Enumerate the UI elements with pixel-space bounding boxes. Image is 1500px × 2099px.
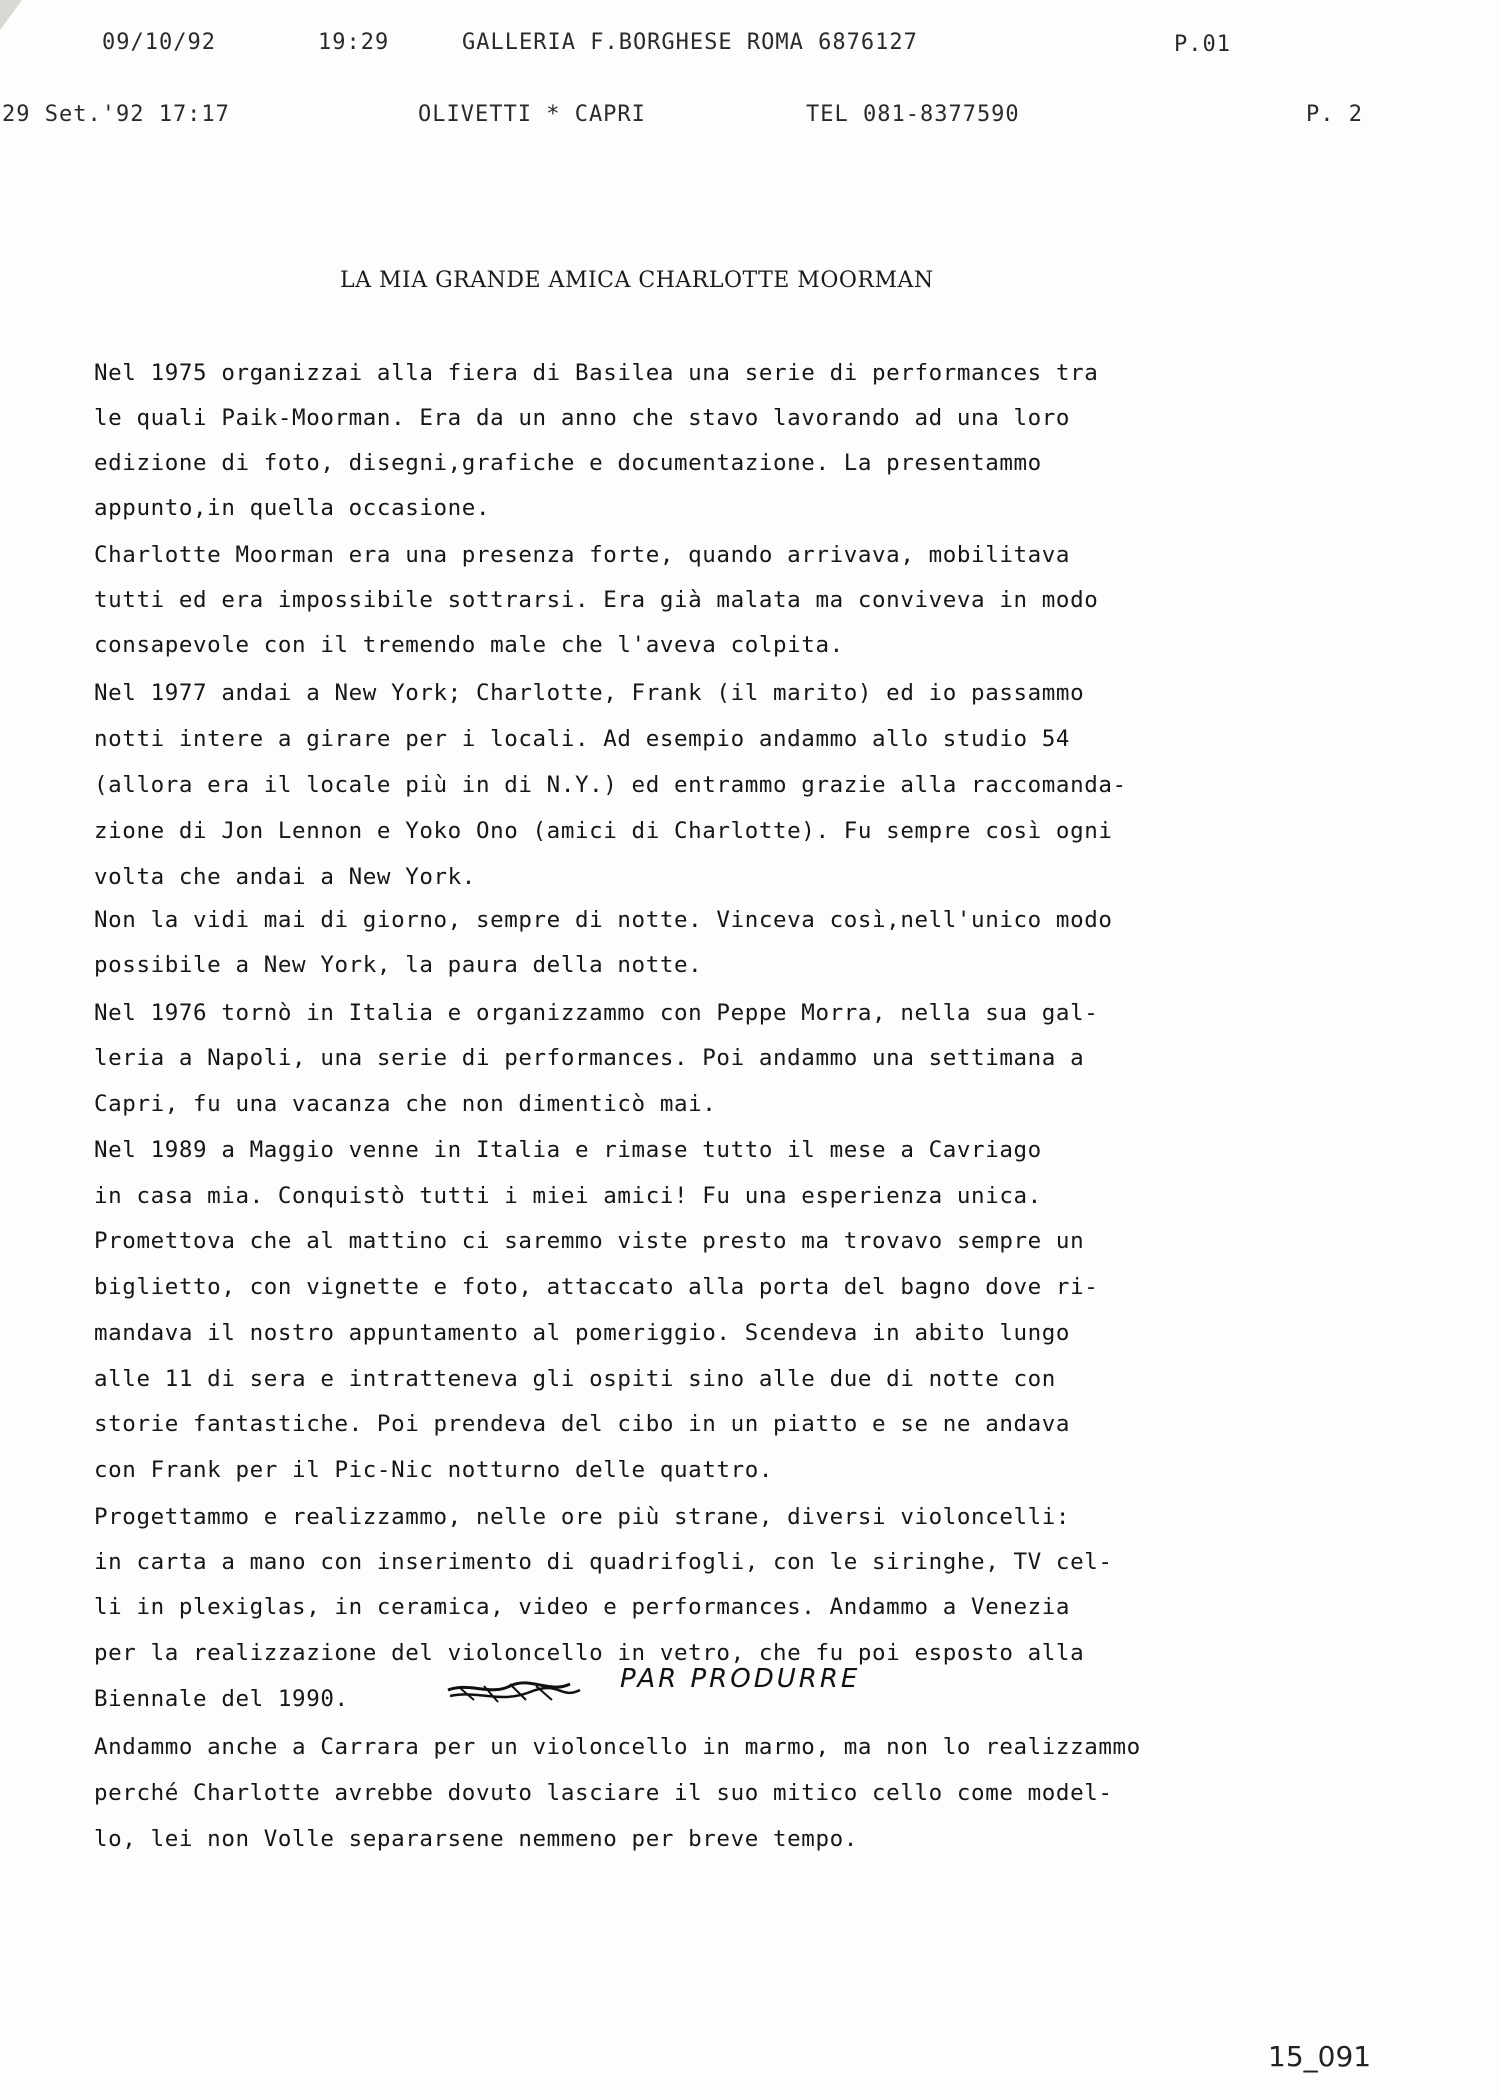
document-title: LA MIA GRANDE AMICA CHARLOTTE MOORMAN: [340, 268, 934, 293]
body-line: Nel 1975 organizzai alla fiera di Basilea una serie di performances tra: [94, 360, 1099, 386]
body-line: edizione di foto, disegni,grafiche e documentazione. La presentammo: [94, 450, 1042, 476]
page-corner-shadow: [0, 0, 40, 40]
body-line: lo, lei non Volle separarsene nemmeno per breve tempo.: [94, 1826, 858, 1852]
body-line: le quali Paik-Moorman. Era da un anno che stavo lavorando ad una loro: [94, 405, 1071, 431]
body-line: tutti ed era impossibile sottrarsi. Era già malata ma conviveva in modo: [94, 587, 1099, 613]
archive-number: 15_091: [1268, 2040, 1372, 2073]
fax-header-1-sender: GALLERIA F.BORGHESE ROMA 6876127: [462, 30, 918, 55]
body-line: storie fantastiche. Poi prendeva del cibo in un piatto e se ne andava: [94, 1411, 1071, 1437]
body-line: Capri, fu una vacanza che non dimenticò mai.: [94, 1091, 717, 1117]
body-line: leria a Napoli, una serie di performances. Poi andammo una settimana a: [94, 1045, 1085, 1071]
fax-header-1-page: P.01: [1174, 32, 1231, 57]
fax-header-2-sender: OLIVETTI * CAPRI: [418, 102, 646, 127]
body-line: volta che andai a New York.: [94, 864, 476, 890]
body-line: zione di Jon Lennon e Yoko Ono (amici di Charlotte). Fu sempre così ogni: [94, 818, 1113, 844]
body-line: in casa mia. Conquistò tutti i miei amici! Fu una esperienza unica.: [94, 1183, 1042, 1209]
body-line: Andammo anche a Carrara per un violoncello in marmo, ma non lo realizzammo: [94, 1734, 1141, 1760]
body-line: con Frank per il Pic-Nic notturno delle quattro.: [94, 1457, 774, 1483]
fax-header-2-tel: TEL 081-8377590: [806, 102, 1020, 127]
fax-header-1-time: 19:29: [318, 30, 390, 55]
body-line: Non la vidi mai di giorno, sempre di notte. Vinceva così,nell'unico modo: [94, 907, 1113, 933]
body-line: per la realizzazione del violoncello in vetro, che fu poi esposto alla: [94, 1640, 1085, 1666]
body-line: (allora era il locale più in di N.Y.) ed entrammo grazie alla raccomanda-: [94, 772, 1127, 798]
body-line: possibile a New York, la paura della notte.: [94, 952, 703, 978]
body-line: Progettammo e realizzammo, nelle ore più strane, diversi violoncelli:: [94, 1504, 1071, 1530]
body-line: perché Charlotte avrebbe dovuto lasciare il suo mitico cello come model-: [94, 1780, 1113, 1806]
body-line: consapevole con il tremendo male che l'aveva colpita.: [94, 632, 844, 658]
body-line: Nel 1976 tornò in Italia e organizzammo con Peppe Morra, nella sua gal-: [94, 1000, 1099, 1026]
body-line: notti intere a girare per i locali. Ad esempio andammo allo studio 54: [94, 726, 1071, 752]
body-line: Biennale del 1990.: [94, 1686, 349, 1712]
body-line: biglietto, con vignette e foto, attaccato alla porta del bagno dove ri-: [94, 1274, 1099, 1300]
handwritten-note: PAR PRODURRE: [620, 1664, 861, 1694]
fax-header-2-page: P. 2: [1306, 102, 1363, 127]
body-line: Nel 1989 a Maggio venne in Italia e rimase tutto il mese a Cavriago: [94, 1137, 1042, 1163]
body-line: Promettova che al mattino ci saremmo viste presto ma trovavo sempre un: [94, 1228, 1085, 1254]
body-line: Charlotte Moorman era una presenza forte, quando arrivava, mobilitava: [94, 542, 1071, 568]
body-line: alle 11 di sera e intratteneva gli ospiti sino alle due di notte con: [94, 1366, 1056, 1392]
fax-header-1-date: 09/10/92: [102, 30, 216, 55]
body-line: appunto,in quella occasione.: [94, 495, 491, 521]
body-line: mandava il nostro appuntamento al pomeriggio. Scendeva in abito lungo: [94, 1320, 1071, 1346]
fax-header-2-date: 29 Set.'92 17:17: [2, 102, 230, 127]
body-line: Nel 1977 andai a New York; Charlotte, Frank (il marito) ed io passammo: [94, 680, 1085, 706]
body-line: li in plexiglas, in ceramica, video e performances. Andammo a Venezia: [94, 1594, 1071, 1620]
body-line: in carta a mano con inserimento di quadrifogli, con le siringhe, TV cel-: [94, 1549, 1113, 1575]
